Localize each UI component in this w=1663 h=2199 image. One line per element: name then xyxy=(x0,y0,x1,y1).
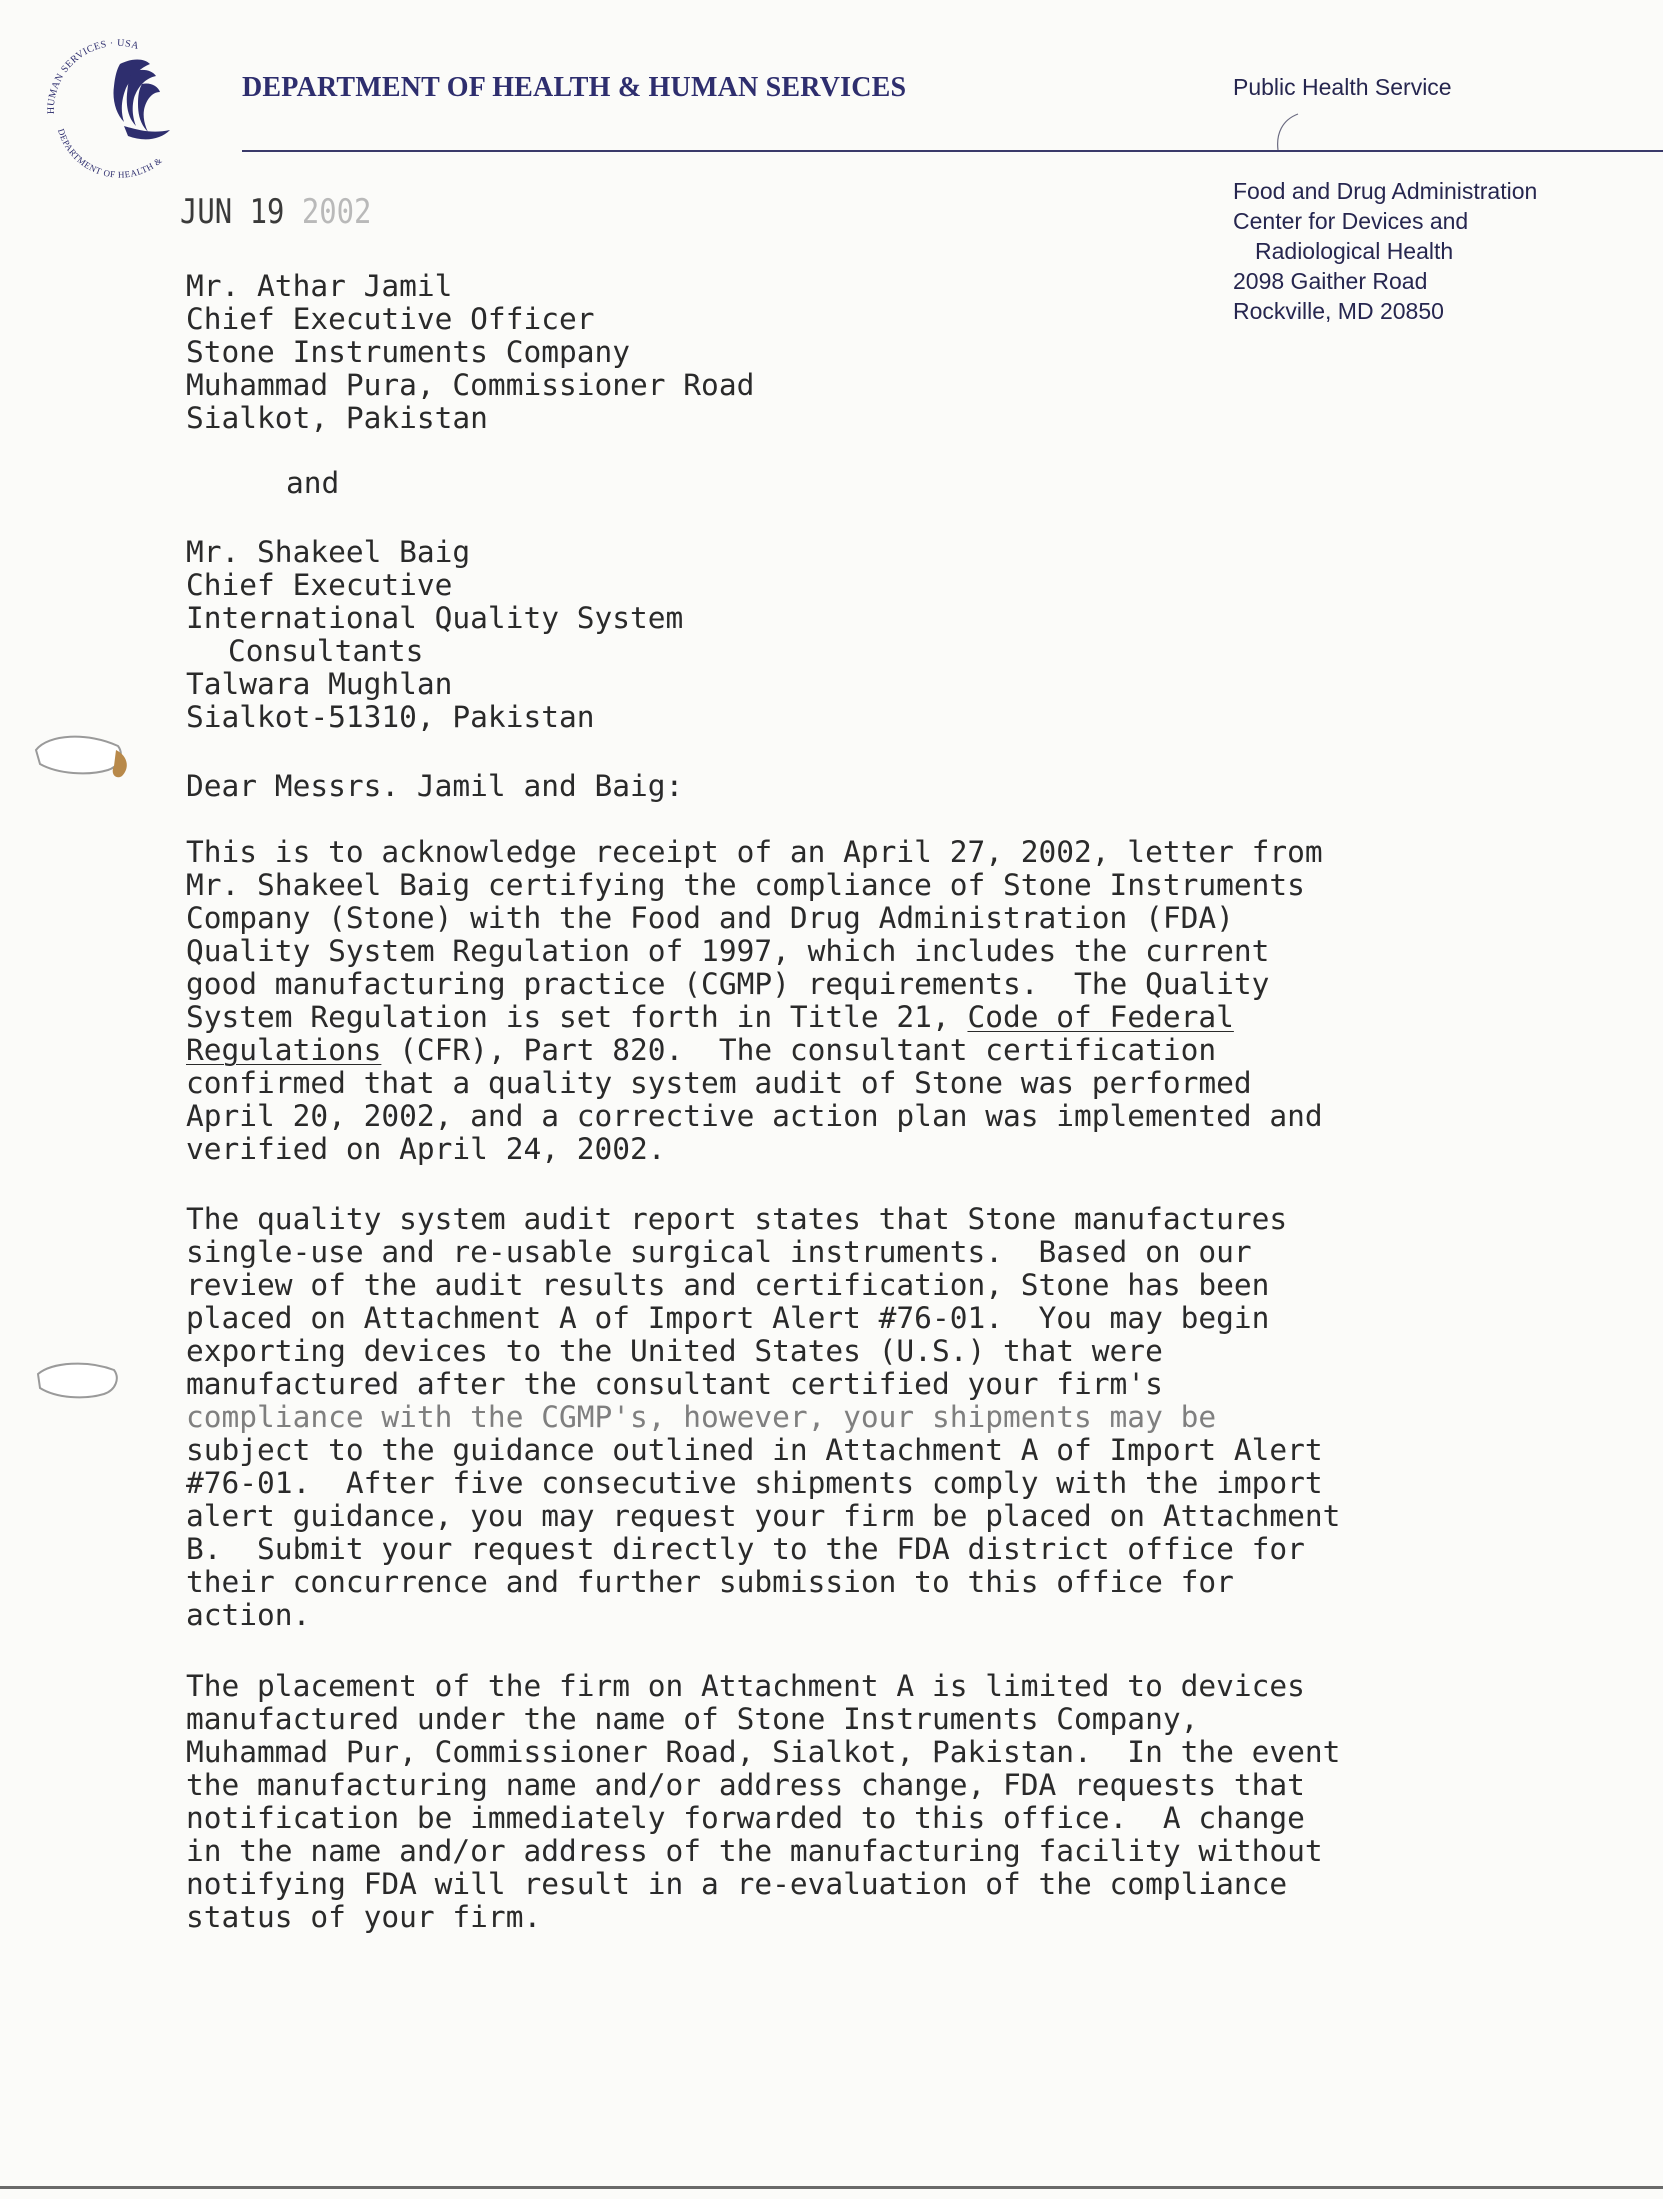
paragraph-line: compliance with the CGMP's, however, your shipments may be xyxy=(186,1400,1217,1434)
paragraph-line: manufactured under the name of Stone Instruments Company, xyxy=(186,1702,1199,1736)
salutation: Dear Messrs. Jamil and Baig: xyxy=(186,769,684,803)
fda-address-line: Center for Devices and xyxy=(1233,208,1469,234)
paragraph-line: good manufacturing practice (CGMP) requirements. The Quality xyxy=(186,967,1270,1001)
paragraph-line: their concurrence and further submission to this office for xyxy=(186,1565,1234,1599)
paragraph-line: single-use and re-usable surgical instruments. Based on our xyxy=(186,1235,1252,1269)
paragraph-acknowledgement xyxy=(186,836,1323,1166)
address-line: Talwara Mughlan xyxy=(186,667,453,701)
paragraph-line: verified on April 24, 2002. xyxy=(186,1132,666,1166)
fda-address-line: Rockville, MD 20850 xyxy=(1233,298,1444,324)
cfr-title-underlined: Regulations xyxy=(186,1033,382,1067)
paragraph-line: the manufacturing name and/or address change, FDA requests that xyxy=(186,1768,1305,1802)
address-line: Consultants xyxy=(228,634,424,668)
paragraph-line: Muhammad Pur, Commissioner Road, Sialkot, Pakistan. In the event xyxy=(186,1735,1341,1769)
address-line: Chief Executive Officer xyxy=(186,302,595,336)
address-line: Mr. Shakeel Baig xyxy=(186,535,471,569)
public-health-service-label: Public Health Service xyxy=(1233,74,1452,100)
paragraph-line: The placement of the firm on Attachment A is limited to devices xyxy=(186,1669,1305,1703)
date-stamp xyxy=(180,192,371,232)
fda-address-line: Food and Drug Administration xyxy=(1233,178,1538,204)
paragraph-line: status of your firm. xyxy=(186,1900,542,1934)
fda-address-block xyxy=(1233,176,1537,326)
fda-address-line: 2098 Gaither Road xyxy=(1233,268,1428,294)
address-line: Mr. Athar Jamil xyxy=(186,269,453,303)
cfr-title-underlined: Code of Federal xyxy=(967,1000,1234,1034)
paragraph-line: manufactured after the consultant certified your firm's xyxy=(186,1367,1163,1401)
paragraph-line: This is to acknowledge receipt of an April 27, 2002, letter from xyxy=(186,835,1323,869)
paragraph-line: Quality System Regulation of 1997, which includes the current xyxy=(186,934,1270,968)
punch-hole xyxy=(28,720,138,790)
paragraph-line xyxy=(186,1001,1323,1034)
paragraph-line: review of the audit results and certification, Stone has been xyxy=(186,1268,1270,1302)
date-stamp-month-day: JUN 19 xyxy=(180,192,285,232)
paragraph-line: notifying FDA will result in a re-evaluation of the compliance xyxy=(186,1867,1288,1901)
paragraph-line: Company (Stone) with the Food and Drug Administration (FDA) xyxy=(186,901,1234,935)
paragraph-attachment-scope xyxy=(186,1670,1340,1934)
line-text: (CFR), Part 820. The consultant certification xyxy=(381,1033,1217,1067)
hhs-seal-logo xyxy=(28,18,208,198)
paragraph-line: The quality system audit report states that Stone manufactures xyxy=(186,1202,1288,1236)
line-text: System Regulation is set forth in Title 21, xyxy=(186,1000,968,1034)
address-line: Muhammad Pura, Commissioner Road xyxy=(186,368,755,402)
paragraph-line: #76-01. After five consecutive shipments comply with the import xyxy=(186,1466,1323,1500)
date-stamp-year: 2002 xyxy=(301,192,372,232)
and-connector: and xyxy=(286,466,340,500)
fda-address-line: Radiological Health xyxy=(1255,238,1454,264)
paragraph-line xyxy=(186,1034,1323,1067)
address-line: Sialkot, Pakistan xyxy=(186,401,488,435)
scan-edge-line xyxy=(0,2186,1663,2189)
address-line: Stone Instruments Company xyxy=(186,335,631,369)
paragraph-line: notification be immediately forwarded to this office. A change xyxy=(186,1801,1305,1835)
paragraph-line: B. Submit your request directly to the FDA district office for xyxy=(186,1532,1305,1566)
seal-top-text: HUMAN SERVICES · USA xyxy=(45,37,141,115)
address-line: Chief Executive xyxy=(186,568,453,602)
paragraph-line: subject to the guidance outlined in Attachment A of Import Alert xyxy=(186,1433,1323,1467)
paragraph-line: in the name and/or address of the manufacturing facility without xyxy=(186,1834,1323,1868)
letterhead-rule xyxy=(242,150,1663,152)
address-line: International Quality System xyxy=(186,601,684,635)
seal-bottom-text: DEPARTMENT OF HEALTH & xyxy=(55,127,164,180)
department-title: DEPARTMENT OF HEALTH & HUMAN SERVICES xyxy=(242,72,907,103)
paragraph-audit-report xyxy=(186,1203,1340,1632)
paragraph-line: April 20, 2002, and a corrective action plan was implemented and xyxy=(186,1099,1323,1133)
paragraph-line: Mr. Shakeel Baig certifying the compliance of Stone Instruments xyxy=(186,868,1305,902)
punch-hole xyxy=(28,1350,128,1410)
paragraph-line: action. xyxy=(186,1598,311,1632)
paragraph-line: exporting devices to the United States (U.S.) that were xyxy=(186,1334,1163,1368)
recipient-address-1 xyxy=(186,270,754,435)
paragraph-line: confirmed that a quality system audit of Stone was performed xyxy=(186,1066,1252,1100)
eagle-profile-icon xyxy=(113,60,170,140)
recipient-address-2 xyxy=(186,536,683,734)
paragraph-line: alert guidance, you may request your firm be placed on Attachment xyxy=(186,1499,1341,1533)
paragraph-line: placed on Attachment A of Import Alert #76-01. You may begin xyxy=(186,1301,1270,1335)
address-line: Sialkot-51310, Pakistan xyxy=(186,700,595,734)
